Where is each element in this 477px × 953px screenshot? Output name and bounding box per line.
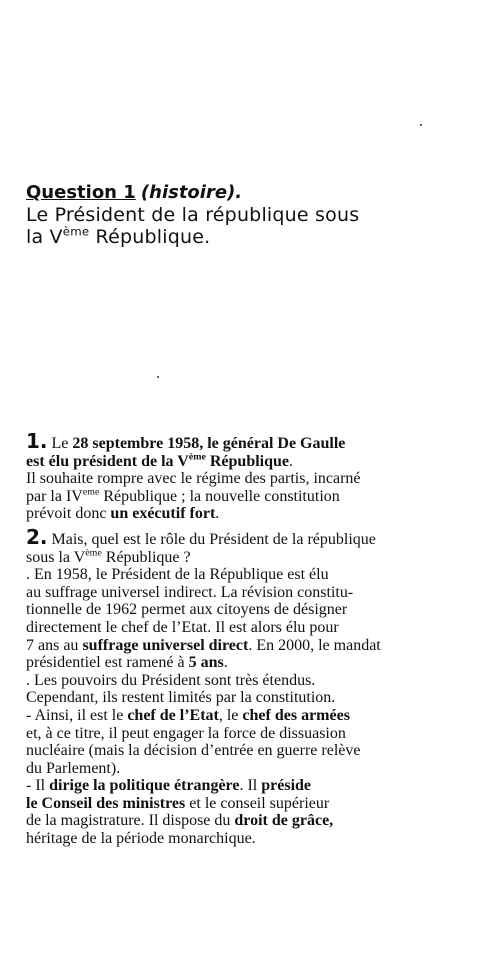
s2-line16: héritage de la période monarchique. xyxy=(26,830,256,848)
section-2 xyxy=(26,524,466,848)
s2-line13: - Il dirige la politique étrangère. Il préside xyxy=(26,777,312,795)
s2-question-line2: sous la Vème République ? xyxy=(26,547,191,566)
s2-line7: . Les pouvoirs du Président sont très étendus. xyxy=(26,671,316,689)
section-number-2: 2. xyxy=(26,524,48,549)
stray-dot-middle xyxy=(157,376,159,378)
s2-line2: au suffrage universel indirect. La révision constitu- xyxy=(26,583,354,601)
question-label: Question 1 xyxy=(26,182,136,203)
s2-line9: - Ainsi, il est le chef de l’Etat, le chef des armées xyxy=(26,706,350,724)
section-1 xyxy=(26,429,466,523)
s2-line1: . En 1958, le Président de la République est élu xyxy=(26,566,329,584)
s2-line8: Cependant, ils restent limités par la constitution. xyxy=(26,689,336,707)
stray-dot-top xyxy=(420,124,422,126)
s2-line11: nucléaire (mais la décision d’entrée en guerre relève xyxy=(26,742,361,760)
s2-line15: de la magistrature. Il dispose du droit de grâce, xyxy=(26,812,334,830)
s1-line3: Il souhaite rompre avec le régime des partis, incarné xyxy=(26,470,361,488)
s2-line5: 7 ans au suffrage universel direct. En 2000, le mandat xyxy=(26,636,381,654)
s1-line4: par la IVeme République ; la nouvelle constitution xyxy=(26,486,340,505)
s1-line5: prévoit donc un exécutif fort. xyxy=(26,505,220,523)
page-title-line2: la Vème République. xyxy=(26,224,211,248)
question-subject: histoire xyxy=(149,182,228,203)
page-title-line1: Le Président de la république sous xyxy=(26,204,360,226)
s2-question-line1: 2. Mais, quel est le rôle du Président de la république xyxy=(26,524,376,549)
s1-line2: est élu président de la Vème République. xyxy=(26,451,293,470)
question-line: Question 1 (histoire). xyxy=(26,182,243,203)
s2-line14: le Conseil des ministres et le conseil supérieur xyxy=(26,794,330,812)
s2-line4: directement le chef de l’Etat. Il est alors élu pour xyxy=(26,618,339,636)
s1-line1: 1. Le 28 septembre 1958, le général De Gaulle xyxy=(26,429,346,453)
section-number-1: 1. xyxy=(26,429,48,453)
document-body xyxy=(26,429,466,848)
s2-line3: tionnelle de 1962 permet aux citoyens de désigner xyxy=(26,601,348,619)
question-heading xyxy=(26,182,466,248)
s2-line12: du Parlement). xyxy=(26,759,121,777)
s2-line10: et, à ce titre, il peut engager la force de dissuasion xyxy=(26,724,346,742)
s2-line6: présidentiel est ramené à 5 ans. xyxy=(26,654,228,672)
